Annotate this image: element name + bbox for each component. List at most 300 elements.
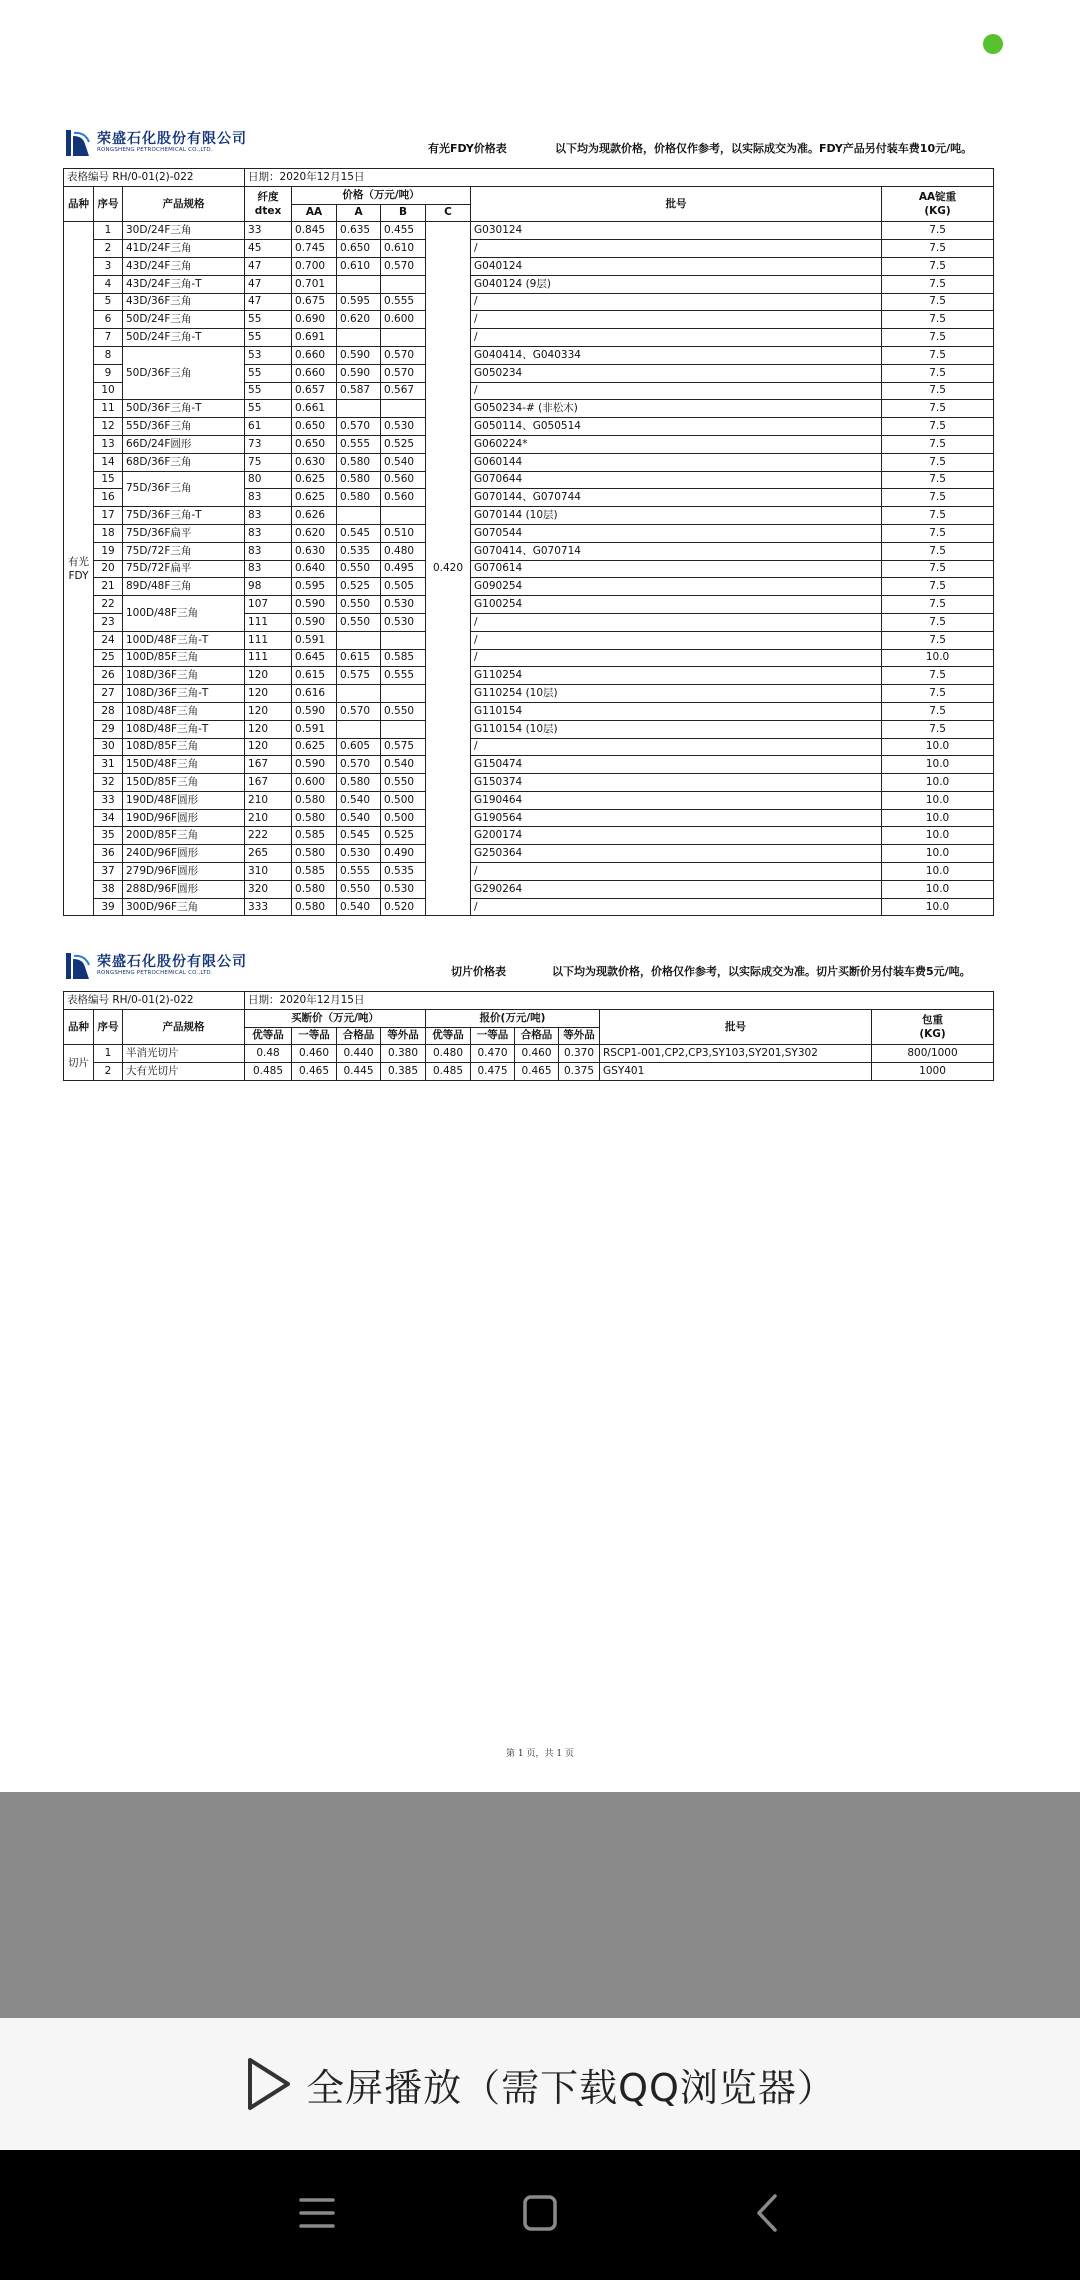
weight-cell: 10.0	[882, 756, 994, 774]
weight-cell: 7.5	[882, 275, 994, 293]
fdy-note: 以下均为现款价格，价格仅作参考，以实际成交为准。FDY产品另付装车费10元/吨。	[555, 142, 973, 155]
price-b-cell	[381, 400, 426, 418]
chips-date: 日期：2020年12月15日	[245, 992, 994, 1010]
price-aa-cell: 0.845	[292, 222, 337, 240]
col-grade-c: C	[426, 204, 471, 222]
price-aa-cell: 0.585	[292, 827, 337, 845]
price-b-cell: 0.495	[381, 560, 426, 578]
seq-cell: 29	[94, 720, 123, 738]
price-aa-cell: 0.580	[292, 845, 337, 863]
dtex-cell: 61	[245, 418, 292, 436]
batch-cell: G200174	[471, 827, 882, 845]
table-row	[64, 702, 994, 720]
weight-cell: 7.5	[882, 346, 994, 364]
col-dtex: 纤度 dtex	[245, 186, 292, 222]
spec-cell: 50D/24F三角-T	[123, 329, 245, 347]
price-aa-cell: 0.591	[292, 631, 337, 649]
price-b-cell: 0.540	[381, 756, 426, 774]
batch-cell: /	[471, 240, 882, 258]
price-a-cell: 0.580	[337, 453, 381, 471]
price-a-cell: 0.580	[337, 774, 381, 792]
table-row	[64, 1063, 994, 1081]
weight-cell: 7.5	[882, 631, 994, 649]
price-a-cell: 0.525	[337, 578, 381, 596]
col-grade-a: A	[337, 204, 381, 222]
price-b-cell: 0.535	[381, 863, 426, 881]
seq-cell: 5	[94, 293, 123, 311]
batch-cell: G050234	[471, 364, 882, 382]
weight-cell: 10.0	[882, 827, 994, 845]
price-a-cell: 0.590	[337, 364, 381, 382]
batch-cell: G090254	[471, 578, 882, 596]
seq-cell: 6	[94, 311, 123, 329]
price-cell: 0.440	[337, 1045, 381, 1063]
price-aa-cell: 0.657	[292, 382, 337, 400]
spec-cell: 66D/24F圆形	[123, 435, 245, 453]
dtex-cell: 120	[245, 685, 292, 703]
seq-cell: 17	[94, 507, 123, 525]
weight-cell: 7.5	[882, 542, 994, 560]
price-a-cell: 0.540	[337, 809, 381, 827]
price-b-cell: 0.525	[381, 435, 426, 453]
company-name-en: RONGSHENG PETROCHEMICAL CO.,LTD.	[97, 970, 213, 977]
dtex-cell: 83	[245, 507, 292, 525]
price-a-cell	[337, 275, 381, 293]
weight-cell: 10.0	[882, 898, 994, 916]
table-row	[64, 329, 994, 347]
company-name-en: RONGSHENG PETROCHEMICAL CO.,LTD.	[97, 147, 213, 154]
price-cell: 0.485	[426, 1063, 471, 1081]
price-b-cell: 0.610	[381, 240, 426, 258]
price-cell: 0.380	[381, 1045, 426, 1063]
table-row	[64, 720, 994, 738]
weight-cell: 7.5	[882, 596, 994, 614]
spec-cell: 190D/96F圆形	[123, 809, 245, 827]
chips-header	[63, 951, 993, 991]
batch-cell: G040124 (9层)	[471, 275, 882, 293]
dtex-cell: 55	[245, 311, 292, 329]
col-seq: 序号	[94, 186, 123, 222]
table-row	[64, 774, 994, 792]
company-logo-icon	[65, 951, 91, 981]
spec-cell: 43D/24F三角	[123, 257, 245, 275]
price-aa-cell: 0.625	[292, 471, 337, 489]
col-batch: 批号	[600, 1009, 872, 1045]
weight-cell: 7.5	[882, 293, 994, 311]
price-a-cell: 0.575	[337, 667, 381, 685]
price-a-cell: 0.535	[337, 542, 381, 560]
category-cell: 切片	[64, 1045, 94, 1081]
dtex-cell: 210	[245, 791, 292, 809]
category-cell	[64, 222, 94, 916]
fdy-rows	[64, 222, 994, 916]
weight-cell: 7.5	[882, 400, 994, 418]
batch-cell: /	[471, 613, 882, 631]
weight-cell: 7.5	[882, 613, 994, 631]
table-row	[64, 845, 994, 863]
price-b-cell: 0.505	[381, 578, 426, 596]
table-row	[64, 578, 994, 596]
weight-cell: 10.0	[882, 738, 994, 756]
weight-cell: 7.5	[882, 524, 994, 542]
col-quote-price: 报价(万元/吨)	[426, 1009, 600, 1027]
seq-cell: 34	[94, 809, 123, 827]
col-grade-offgrade: 等外品	[381, 1027, 426, 1045]
dtex-cell: 55	[245, 329, 292, 347]
col-spec: 产品规格	[123, 1009, 245, 1045]
seq-cell: 15	[94, 471, 123, 489]
back-icon[interactable]	[743, 2188, 793, 2238]
company-name-cn: 荣盛石化股份有限公司	[97, 954, 247, 971]
price-aa-cell: 0.580	[292, 880, 337, 898]
price-aa-cell: 0.626	[292, 507, 337, 525]
batch-cell: G070144、G070744	[471, 489, 882, 507]
dtex-cell: 98	[245, 578, 292, 596]
table-row	[64, 471, 994, 489]
spec-cell: 288D/96F圆形	[123, 880, 245, 898]
price-a-cell: 0.615	[337, 649, 381, 667]
price-b-cell: 0.570	[381, 346, 426, 364]
price-a-cell	[337, 631, 381, 649]
price-aa-cell: 0.675	[292, 293, 337, 311]
spec-cell: 41D/24F三角	[123, 240, 245, 258]
col-seq: 序号	[94, 1009, 123, 1045]
table-row	[64, 827, 994, 845]
weight-cell: 7.5	[882, 364, 994, 382]
price-a-cell: 0.650	[337, 240, 381, 258]
seq-cell: 2	[94, 240, 123, 258]
price-b-cell: 0.567	[381, 382, 426, 400]
dtex-cell: 107	[245, 596, 292, 614]
dtex-cell: 111	[245, 631, 292, 649]
price-cell: 0.480	[426, 1045, 471, 1063]
table-row	[64, 346, 994, 364]
seq-cell: 26	[94, 667, 123, 685]
seq-cell: 12	[94, 418, 123, 436]
price-cell: 0.470	[471, 1045, 515, 1063]
col-grade-qualified: 合格品	[337, 1027, 381, 1045]
price-a-cell: 0.635	[337, 222, 381, 240]
weight-cell: 10.0	[882, 863, 994, 881]
price-cell: 0.48	[245, 1045, 292, 1063]
play-icon	[244, 2055, 294, 2113]
price-aa-cell: 0.580	[292, 791, 337, 809]
table-row	[64, 667, 994, 685]
spec-cell: 108D/36F三角	[123, 667, 245, 685]
company-name-cn: 荣盛石化股份有限公司	[97, 131, 247, 148]
price-aa-cell: 0.660	[292, 364, 337, 382]
seq-cell: 23	[94, 613, 123, 631]
batch-cell: G040124	[471, 257, 882, 275]
batch-cell: G070644	[471, 471, 882, 489]
price-b-cell	[381, 275, 426, 293]
seq-cell: 39	[94, 898, 123, 916]
seq-cell: 32	[94, 774, 123, 792]
weight-cell: 7.5	[882, 240, 994, 258]
table-row	[64, 293, 994, 311]
fullscreen-play-button[interactable]	[0, 2018, 1080, 2150]
batch-cell: G110154 (10层)	[471, 720, 882, 738]
dtex-cell: 167	[245, 756, 292, 774]
chips-title: 切片价格表	[451, 965, 506, 978]
spec-cell: 100D/85F三角	[123, 649, 245, 667]
price-cell: 0.465	[515, 1063, 559, 1081]
price-b-cell: 0.500	[381, 791, 426, 809]
fdy-date: 日期：2020年12月15日	[245, 169, 994, 187]
spec-cell: 50D/36F三角	[123, 346, 245, 399]
price-b-cell: 0.570	[381, 364, 426, 382]
price-b-cell	[381, 685, 426, 703]
seq-cell: 11	[94, 400, 123, 418]
dtex-cell: 222	[245, 827, 292, 845]
batch-cell: G150374	[471, 774, 882, 792]
price-a-cell: 0.570	[337, 418, 381, 436]
dtex-cell: 111	[245, 649, 292, 667]
spec-cell: 43D/24F三角-T	[123, 275, 245, 293]
spec-cell: 75D/72F扁平	[123, 560, 245, 578]
batch-cell: /	[471, 631, 882, 649]
price-aa-cell: 0.700	[292, 257, 337, 275]
spec-cell: 75D/36F扁平	[123, 524, 245, 542]
price-a-cell: 0.570	[337, 756, 381, 774]
price-b-cell: 0.500	[381, 809, 426, 827]
batch-cell: /	[471, 863, 882, 881]
seq-cell: 4	[94, 275, 123, 293]
dtex-cell: 111	[245, 613, 292, 631]
batch-cell: G290264	[471, 880, 882, 898]
dtex-cell: 75	[245, 453, 292, 471]
batch-cell: /	[471, 311, 882, 329]
dtex-cell: 55	[245, 364, 292, 382]
batch-cell: G190464	[471, 791, 882, 809]
seq-cell: 31	[94, 756, 123, 774]
price-aa-cell: 0.615	[292, 667, 337, 685]
spec-cell: 75D/36F三角-T	[123, 507, 245, 525]
weight-cell: 1000	[872, 1063, 994, 1081]
weight-cell: 10.0	[882, 845, 994, 863]
table-row	[64, 1045, 994, 1063]
price-b-cell	[381, 631, 426, 649]
seq-cell: 21	[94, 578, 123, 596]
price-aa-cell: 0.625	[292, 489, 337, 507]
dtex-cell: 320	[245, 880, 292, 898]
price-a-cell: 0.545	[337, 524, 381, 542]
price-b-cell: 0.575	[381, 738, 426, 756]
seq-cell: 18	[94, 524, 123, 542]
price-b-cell: 0.455	[381, 222, 426, 240]
seq-cell: 8	[94, 346, 123, 364]
table-row	[64, 756, 994, 774]
table-row	[64, 418, 994, 436]
price-b-cell: 0.480	[381, 542, 426, 560]
weight-cell: 10.0	[882, 649, 994, 667]
seq-cell: 9	[94, 364, 123, 382]
price-b-cell: 0.560	[381, 489, 426, 507]
weight-cell: 7.5	[882, 685, 994, 703]
col-grade-premium: 优等品	[426, 1027, 471, 1045]
price-aa-cell: 0.660	[292, 346, 337, 364]
dtex-cell: 33	[245, 222, 292, 240]
menu-icon[interactable]	[292, 2188, 342, 2238]
seq-cell: 25	[94, 649, 123, 667]
price-b-cell	[381, 329, 426, 347]
price-a-cell: 0.545	[337, 827, 381, 845]
table-row	[64, 542, 994, 560]
col-buyout-price: 买断价（万元/吨）	[245, 1009, 426, 1027]
weight-cell: 7.5	[882, 329, 994, 347]
fdy-form-number: 表格编号 RH/0-01(2)-022	[64, 169, 245, 187]
price-b-cell: 0.585	[381, 649, 426, 667]
weight-cell: 10.0	[882, 791, 994, 809]
price-b-cell: 0.555	[381, 667, 426, 685]
batch-cell: G250364	[471, 845, 882, 863]
category-label: FDY	[68, 569, 89, 582]
seq-cell: 28	[94, 702, 123, 720]
table-row	[64, 240, 994, 258]
fdy-price-section	[63, 128, 993, 916]
dtex-cell: 120	[245, 667, 292, 685]
table-row	[64, 880, 994, 898]
price-a-cell	[337, 720, 381, 738]
price-aa-cell: 0.590	[292, 596, 337, 614]
dtex-cell: 73	[245, 435, 292, 453]
dtex-cell: 120	[245, 720, 292, 738]
price-aa-cell: 0.650	[292, 435, 337, 453]
col-grade-qualified: 合格品	[515, 1027, 559, 1045]
spec-cell: 68D/36F三角	[123, 453, 245, 471]
batch-cell: G040414、G040334	[471, 346, 882, 364]
seq-cell: 2	[94, 1063, 123, 1081]
spec-cell: 100D/48F三角	[123, 596, 245, 632]
seq-cell: 14	[94, 453, 123, 471]
price-b-cell: 0.530	[381, 418, 426, 436]
table-row	[64, 435, 994, 453]
seq-cell: 20	[94, 560, 123, 578]
price-cell: 0.485	[245, 1063, 292, 1081]
col-weight: 包重 (KG)	[872, 1009, 994, 1045]
dtex-cell: 80	[245, 471, 292, 489]
seq-cell: 1	[94, 222, 123, 240]
seq-cell: 13	[94, 435, 123, 453]
price-a-cell: 0.610	[337, 257, 381, 275]
price-cell: 0.370	[559, 1045, 600, 1063]
price-b-cell: 0.600	[381, 311, 426, 329]
spec-cell: 240D/96F圆形	[123, 845, 245, 863]
chips-price-table	[63, 991, 994, 1081]
batch-cell: G150474	[471, 756, 882, 774]
price-cell: 0.385	[381, 1063, 426, 1081]
weight-cell: 10.0	[882, 809, 994, 827]
seq-cell: 19	[94, 542, 123, 560]
table-row	[64, 863, 994, 881]
price-a-cell	[337, 329, 381, 347]
price-aa-cell: 0.745	[292, 240, 337, 258]
col-grade-offgrade: 等外品	[559, 1027, 600, 1045]
seq-cell: 22	[94, 596, 123, 614]
price-b-cell: 0.525	[381, 827, 426, 845]
spec-cell: 300D/96F三角	[123, 898, 245, 916]
price-aa-cell: 0.661	[292, 400, 337, 418]
table-row	[64, 257, 994, 275]
seq-cell: 33	[94, 791, 123, 809]
price-a-cell: 0.587	[337, 382, 381, 400]
price-b-cell: 0.550	[381, 702, 426, 720]
dtex-cell: 83	[245, 524, 292, 542]
price-a-cell: 0.550	[337, 613, 381, 631]
price-b-cell: 0.560	[381, 471, 426, 489]
batch-cell: G070414、G070714	[471, 542, 882, 560]
dtex-cell: 55	[245, 400, 292, 418]
weight-cell: 7.5	[882, 578, 994, 596]
seq-cell: 7	[94, 329, 123, 347]
video-area[interactable]	[0, 1792, 1080, 2018]
table-row	[64, 524, 994, 542]
batch-cell: G070614	[471, 560, 882, 578]
batch-cell: G070144 (10层)	[471, 507, 882, 525]
weight-cell: 10.0	[882, 880, 994, 898]
dtex-cell: 83	[245, 489, 292, 507]
chips-form-number: 表格编号 RH/0-01(2)-022	[64, 992, 245, 1010]
spec-cell: 55D/36F三角	[123, 418, 245, 436]
company-logo	[65, 128, 247, 158]
price-b-cell: 0.530	[381, 596, 426, 614]
weight-cell: 7.5	[882, 418, 994, 436]
price-a-cell: 0.580	[337, 471, 381, 489]
weight-cell: 7.5	[882, 667, 994, 685]
spec-cell: 190D/48F圆形	[123, 791, 245, 809]
spec-cell: 100D/48F三角-T	[123, 631, 245, 649]
col-grade-b: B	[381, 204, 426, 222]
batch-cell: G100254	[471, 596, 882, 614]
dtex-cell: 265	[245, 845, 292, 863]
chips-rows	[64, 1045, 994, 1081]
price-a-cell: 0.590	[337, 346, 381, 364]
seq-cell: 16	[94, 489, 123, 507]
weight-cell: 7.5	[882, 222, 994, 240]
col-category: 品种	[64, 1009, 94, 1045]
price-a-cell: 0.550	[337, 560, 381, 578]
system-nav-bar	[0, 2150, 1080, 2280]
spec-cell: 50D/36F三角-T	[123, 400, 245, 418]
category-label: 有光	[68, 555, 89, 568]
batch-cell: G030124	[471, 222, 882, 240]
price-b-cell: 0.570	[381, 257, 426, 275]
weight-cell: 7.5	[882, 311, 994, 329]
weight-cell: 7.5	[882, 489, 994, 507]
col-grade-aa: AA	[292, 204, 337, 222]
price-cell: 0.445	[337, 1063, 381, 1081]
price-a-cell: 0.555	[337, 435, 381, 453]
table-row	[64, 311, 994, 329]
price-b-cell	[381, 507, 426, 525]
price-b-cell: 0.490	[381, 845, 426, 863]
spec-cell: 43D/36F三角	[123, 293, 245, 311]
price-aa-cell: 0.590	[292, 613, 337, 631]
price-b-cell	[381, 720, 426, 738]
price-b-cell: 0.530	[381, 880, 426, 898]
price-a-cell: 0.595	[337, 293, 381, 311]
spec-cell: 108D/36F三角-T	[123, 685, 245, 703]
price-b-cell: 0.530	[381, 613, 426, 631]
seq-cell: 37	[94, 863, 123, 881]
spec-cell: 89D/48F三角	[123, 578, 245, 596]
spec-cell: 150D/85F三角	[123, 774, 245, 792]
spec-cell: 108D/48F三角-T	[123, 720, 245, 738]
page-number: 第 1 页，共 1 页	[506, 1749, 574, 1759]
dtex-cell: 310	[245, 863, 292, 881]
home-icon[interactable]	[515, 2188, 565, 2238]
price-a-cell: 0.540	[337, 898, 381, 916]
